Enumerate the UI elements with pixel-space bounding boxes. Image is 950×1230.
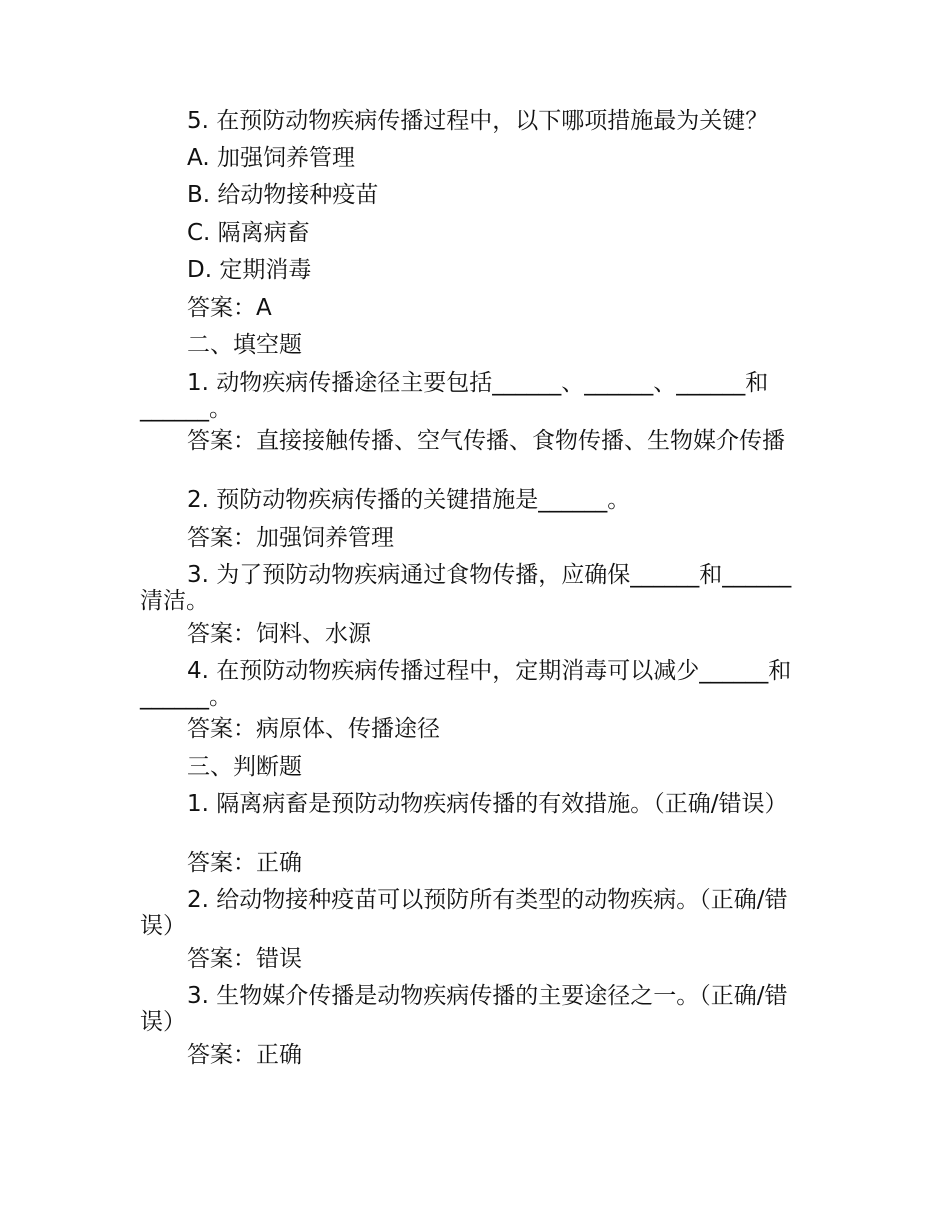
fill-question-1: 1. 动物疾病传播途径主要包括______、______、______和______。 <box>140 370 769 422</box>
judge-answer-2: 答案：错误 <box>187 946 302 972</box>
judge-heading: 三、判断题 <box>187 754 302 780</box>
judge-answer-1: 答案：正确 <box>187 850 302 876</box>
judge-question-2: 2. 给动物接种疫苗可以预防所有类型的动物疾病。（正确/错误） <box>140 887 788 939</box>
mc-option-b: B. 给动物接种疫苗 <box>187 182 379 208</box>
judge-question-1: 1. 隔离病畜是预防动物疾病传播的有效措施。（正确/错误） <box>187 791 788 817</box>
mc-option-d: D. 定期消毒 <box>187 257 312 283</box>
fill-question-3: 3. 为了预防动物疾病通过食物传播，应确保______和______清洁。 <box>140 562 792 614</box>
fill-heading: 二、填空题 <box>187 332 302 358</box>
fill-answer-1: 答案：直接接触传播、空气传播、食物传播、生物媒介传播 <box>187 428 785 454</box>
fill-answer-3: 答案：饲料、水源 <box>187 621 371 647</box>
judge-answer-3: 答案：正确 <box>187 1042 302 1068</box>
fill-answer-2: 答案：加强饲养管理 <box>187 525 394 551</box>
mc-question: 5. 在预防动物疾病传播过程中，以下哪项措施最为关键？ <box>187 108 769 134</box>
fill-answer-4: 答案：病原体、传播途径 <box>187 716 440 742</box>
mc-option-a: A. 加强饲养管理 <box>187 145 355 171</box>
judge-question-3: 3. 生物媒介传播是动物疾病传播的主要途径之一。（正确/错误） <box>140 983 788 1035</box>
mc-answer: 答案：A <box>187 295 272 321</box>
mc-option-c: C. 隔离病畜 <box>187 220 310 246</box>
fill-question-4: 4. 在预防动物疾病传播过程中，定期消毒可以减少______和______。 <box>140 658 792 710</box>
fill-question-2: 2. 预防动物疾病传播的关键措施是______。 <box>187 487 631 513</box>
